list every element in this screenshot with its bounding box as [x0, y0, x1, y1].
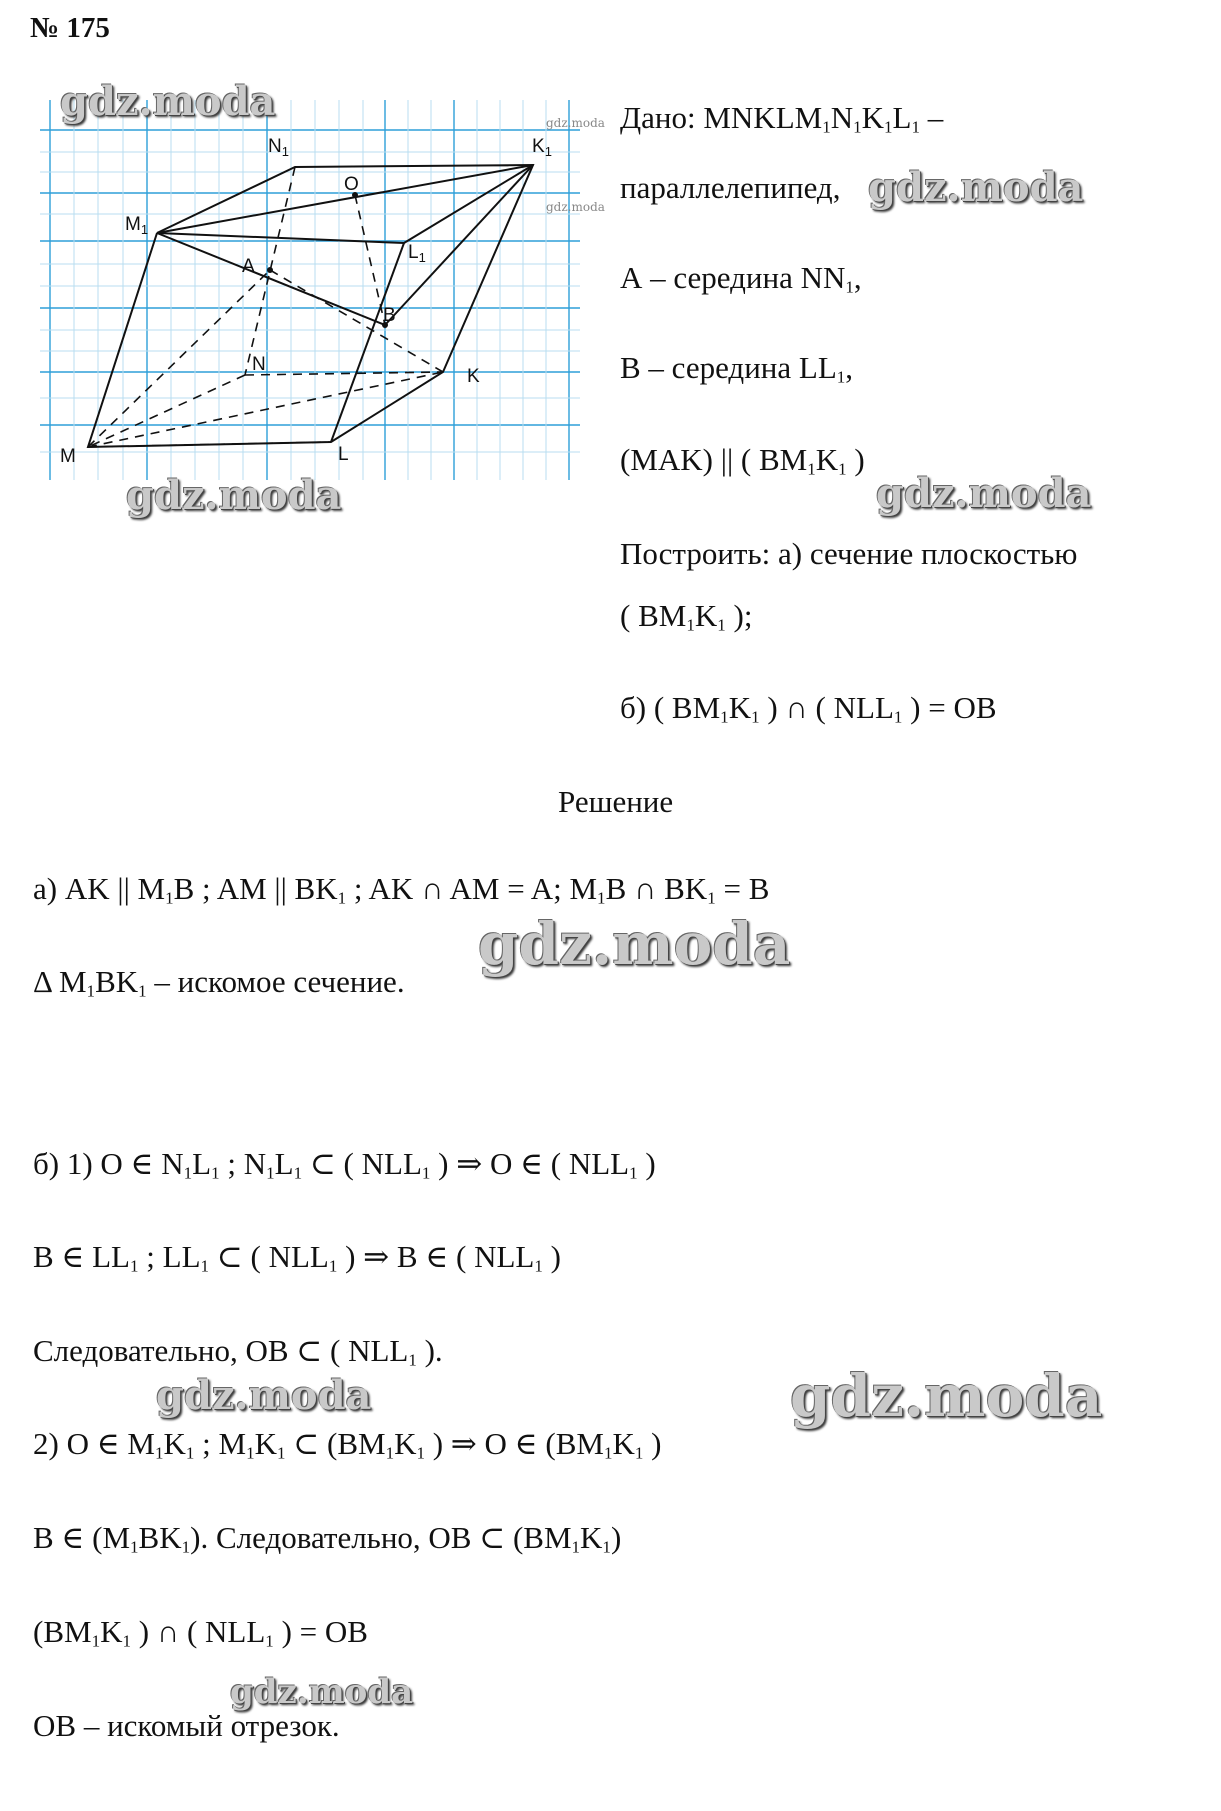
watermark-small: gdz.moda	[546, 200, 605, 214]
solution-b-line-5: B ∈ $(M_1BK_1)$. Следовательно, OB ⊂ $(BM_1K_1)$	[33, 1520, 622, 1557]
given-line-1: Дано: $MNKLM_1N_1K_1L_1$ –	[620, 100, 944, 137]
watermark: gdz.moda	[478, 910, 791, 978]
watermark: gdz.moda	[790, 1362, 1103, 1430]
given-line-2: параллелепипед,	[620, 170, 841, 205]
label-o: O	[344, 174, 359, 195]
given-line-5: (MAK) || ( $BM_1K_1$ )	[620, 442, 865, 479]
parallelepiped-figure	[30, 80, 610, 500]
solution-b-line-6: ($BM_1K_1$ ) ∩ ( $NLL_1$ ) = OB	[33, 1614, 368, 1651]
label-l1: $L_1$	[408, 242, 426, 265]
label-m: M	[60, 446, 76, 467]
label-a: A	[242, 256, 255, 277]
solution-b-line-2: B ∈ $LL_1$ ; $LL_1$ ⊂ ( $NLL_1$ ) ⇒ B ∈ ( $NLL_1$ )	[33, 1239, 561, 1276]
watermark: gdz.moda	[868, 164, 1084, 211]
watermark: gdz.moda	[230, 1672, 414, 1712]
label-l: L	[338, 444, 349, 465]
label-k: K	[467, 366, 480, 387]
watermark: gdz.moda	[156, 1372, 372, 1419]
solution-b-line-7: OB – искомый отрезок.	[33, 1708, 340, 1743]
problem-number: № 175	[30, 12, 110, 44]
label-b: B	[383, 305, 396, 326]
label-m1: $M_1$	[125, 214, 149, 237]
watermark: gdz.moda	[126, 472, 342, 519]
label-n: N	[252, 354, 266, 375]
watermark: gdz.moda	[876, 470, 1092, 517]
solution-title: Решение	[558, 784, 674, 819]
watermark: gdz.moda	[60, 78, 276, 125]
solution-b-line-3: Следовательно, OB ⊂ ( $NLL_1$ ).	[33, 1333, 443, 1370]
point-labels	[60, 136, 552, 467]
given-line-7: ( $BM_1K_1$ );	[620, 598, 753, 635]
given-line-3: А – середина $NN_1$,	[620, 260, 862, 297]
given-line-4: В – середина $LL_1$,	[620, 350, 854, 387]
grid	[40, 100, 580, 480]
solution-a-line-2: Δ $M_1BK_1$ – искомое сечение.	[33, 964, 405, 1001]
given-line-8: б) ( $BM_1K_1$ ) ∩ ( $NLL_1$ ) = OB	[620, 690, 997, 727]
label-n1: $N_1$	[268, 136, 289, 159]
solution-b-line-1: б) 1) O ∈ $N_1L_1$ ; $N_1L_1$ ⊂ ( $NLL_1$ ) ⇒ O ∈ ( $NLL_1$ )	[33, 1146, 656, 1183]
watermark-small: gdz.moda	[546, 116, 605, 130]
label-k1: $K_1$	[532, 136, 552, 159]
solution-a-line-1: а) AK || $M_1B$ ; AM || $BK_1$ ; AK ∩ AM = A; $M_1B$ ∩ $BK_1 = B$	[33, 871, 770, 908]
solution-b-line-4: 2) O ∈ $M_1K_1$ ; $M_1K_1$ ⊂ ($BM_1K_1$ ) ⇒ O ∈ ($BM_1K_1$ )	[33, 1426, 662, 1463]
solid-edges	[88, 165, 533, 447]
given-line-6: Построить: а) сечение плоскостью	[620, 536, 1078, 571]
